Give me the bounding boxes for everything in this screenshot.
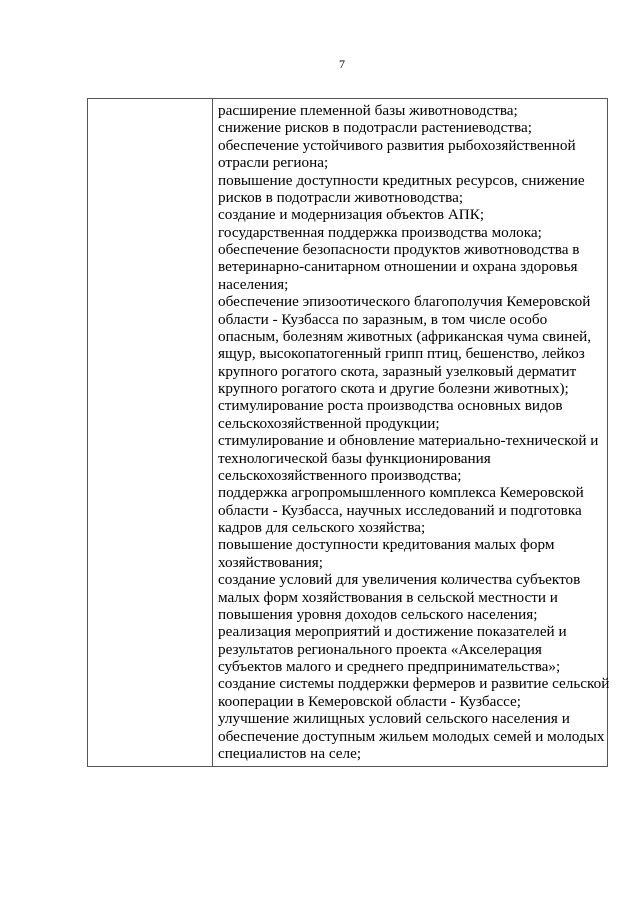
text-line: повышение доступности кредитных ресурсов, снижение <box>218 171 585 189</box>
text-line: населения; <box>218 275 289 293</box>
text-line: области - Кузбасса, научных исследований и подготовка <box>218 501 582 519</box>
text-line: малых форм хозяйствования в сельской местности и <box>218 588 558 606</box>
text-line: снижение рисков в подотрасли растениеводства; <box>218 119 532 137</box>
text-line: хозяйствования; <box>218 553 323 571</box>
text-line: улучшение жилищных условий сельского населения и <box>218 710 570 728</box>
text-line: субъектов малого и среднего предпринимательства»; <box>218 658 561 675</box>
text-line: обеспечение безопасности продуктов животноводства в <box>218 241 580 258</box>
text-line: создание условий для увеличения количества субъектов <box>218 571 581 589</box>
text-line: обеспечение эпизоотического благополучия Кемеровской <box>218 293 591 311</box>
text-line: повышения уровня доходов сельского населения; <box>218 605 538 623</box>
text-line: обеспечение доступным жильем молодых семей и молодых <box>218 727 605 745</box>
text-line: поддержка агропромышленного комплекса Кемеровской <box>218 484 584 502</box>
text-line: сельскохозяйственного производства; <box>218 466 462 484</box>
document-table <box>87 98 608 767</box>
table-right-cell <box>218 102 610 762</box>
text-line: результатов регионального проекта «Акселерация <box>218 640 542 658</box>
text-line: повышение доступности кредитования малых форм <box>218 536 555 554</box>
column-divider <box>212 99 213 766</box>
text-line: обеспечение устойчивого развития рыбохозяйственной <box>218 136 576 154</box>
text-line: опасным, болезням животных (африканская чума свиней, <box>218 327 592 345</box>
text-line: стимулирование роста производства основных видов <box>218 397 563 415</box>
text-line: области - Кузбасса по заразным, в том числе особо <box>218 310 548 328</box>
text-line: государственная поддержка производства молока; <box>218 223 542 241</box>
text-line: специалистов на селе; <box>218 744 362 762</box>
text-line: создание и модернизация объектов АПК; <box>218 206 485 224</box>
text-line: создание системы поддержки фермеров и развитие сельской <box>218 675 610 693</box>
page-number: 7 <box>339 57 345 71</box>
text-line: реализация мероприятий и достижение показателей и <box>218 623 567 641</box>
text-line: расширение племенной базы животноводства; <box>218 102 518 119</box>
text-line: технологической базы функционирования <box>218 449 491 467</box>
text-line: ветеринарно-санитарном отношении и охрана здоровья <box>218 258 578 276</box>
text-line: сельскохозяйственной продукции; <box>218 414 440 432</box>
text-line: рисков в подотрасли животноводства; <box>218 188 464 206</box>
text-line: кадров для сельского хозяйства; <box>218 519 426 536</box>
text-line: ящур, высокопатогенный грипп птиц, бешенство, лейкоз <box>218 345 585 363</box>
text-line: стимулирование и обновление материально-технической и <box>218 432 599 450</box>
text-line: крупного рогатого скота, заразный узелковый дерматит <box>218 362 577 380</box>
text-line: крупного рогатого скота и другие болезни животных); <box>218 380 569 397</box>
text-line: отрасли региона; <box>218 154 329 172</box>
text-line: кооперации в Кемеровской области - Кузбассе; <box>218 692 522 710</box>
